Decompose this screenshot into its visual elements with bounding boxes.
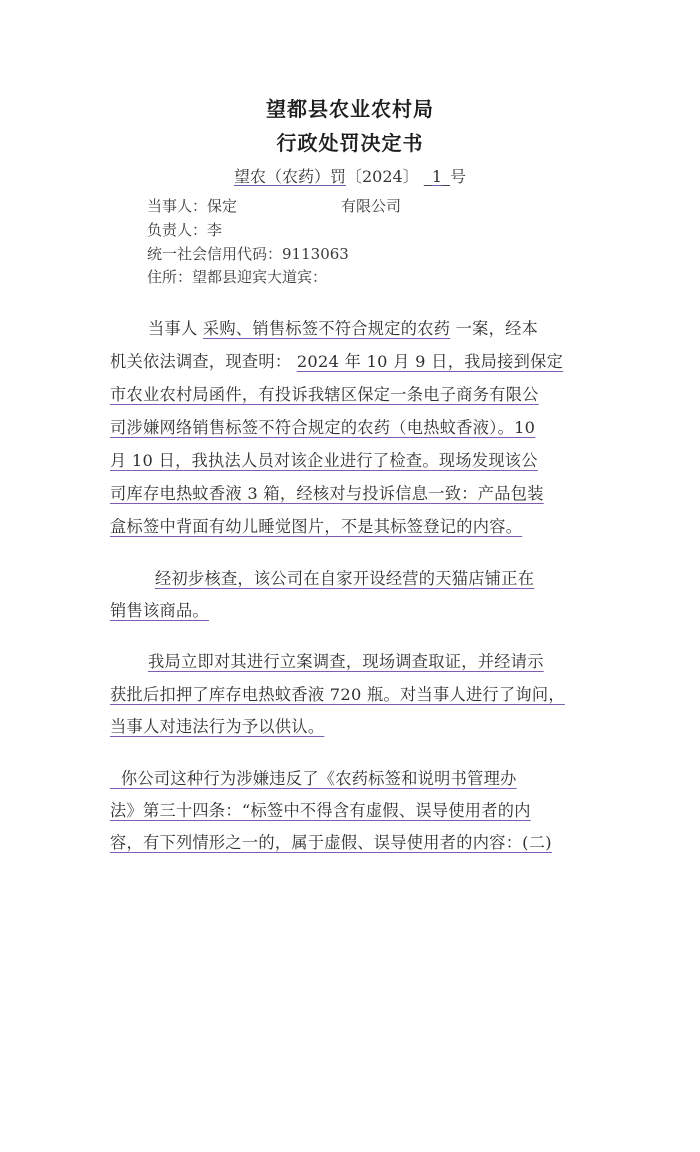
doc-num: _1_ <box>423 167 450 186</box>
doc-prefix: 望农（农药）罚 <box>233 167 346 186</box>
document-number <box>0 164 700 187</box>
leader-value: 李 <box>207 221 223 239</box>
party-label: 当事人： <box>147 197 208 215</box>
body-line: 你公司这种行为涉嫌违反了《农药标签和说明书管理办 <box>120 769 517 788</box>
body-line: 司库存电热蚊香液 3 箱，经核对与投诉信息一致：产品包装 <box>110 484 544 503</box>
body-line: 市农业农村局函件，有投诉我辖区保定一条电子商务有限公 <box>110 385 539 404</box>
issuer-title: 望都县农业农村局 <box>266 97 434 121</box>
party-line <box>147 195 401 216</box>
body-line: 法》第三十四条：“标签中不得含有虚假、误导使用者的内 <box>110 801 531 820</box>
doc-suffix: 号 <box>450 167 467 186</box>
body-line: 我局立即对其进行立案调查，现场调查取证，并经请示 <box>148 652 544 671</box>
party-value-end: 有限公司 <box>341 197 402 215</box>
leader-line <box>147 219 222 240</box>
body-line: 销售该商品。 <box>110 601 209 620</box>
body-line: 经初步核查，该公司在自家开设经营的天猫店铺正在 <box>155 569 535 588</box>
leader-label: 负责人： <box>147 221 208 239</box>
body-line: 容，有下列情形之一的，属于虚假、误导使用者的内容：(二) <box>110 833 552 852</box>
body-line: 获批后扣押了库存电热蚊香液 720 瓶。对当事人进行了询问， <box>110 685 565 704</box>
body-line: 当事人对违法行为予以供认。 <box>110 717 325 736</box>
party-value-start: 保定 <box>207 197 238 215</box>
document-title: 行政处罚决定书 <box>276 131 424 155</box>
address-label: 住所： <box>147 268 193 286</box>
body-line: 机关依法调查，现查明： 2024 年 10 月 9 日，我局接到保定 <box>110 352 564 371</box>
credit-code-value: 9113063 <box>282 245 349 263</box>
body-line: 盒标签中背面有幼儿睡觉图片，不是其标签登记的内容。 <box>110 517 523 536</box>
credit-code-label: 统一社会信用代码： <box>147 245 283 263</box>
address-value: 望都县迎宾大道宾： <box>192 268 328 286</box>
body-line: 月 10 日，我执法人员对该企业进行了检查。现场发现该公 <box>110 451 538 470</box>
address-line <box>147 266 327 287</box>
credit-code-line <box>147 243 349 264</box>
body-line: 当事人 采购、销售标签不符合规定的农药 一案，经本 <box>148 319 539 338</box>
doc-year: 〔2024〕 <box>345 167 419 186</box>
body-line: 司涉嫌网络销售标签不符合规定的农药（电热蚊香液）。10 <box>110 418 536 437</box>
